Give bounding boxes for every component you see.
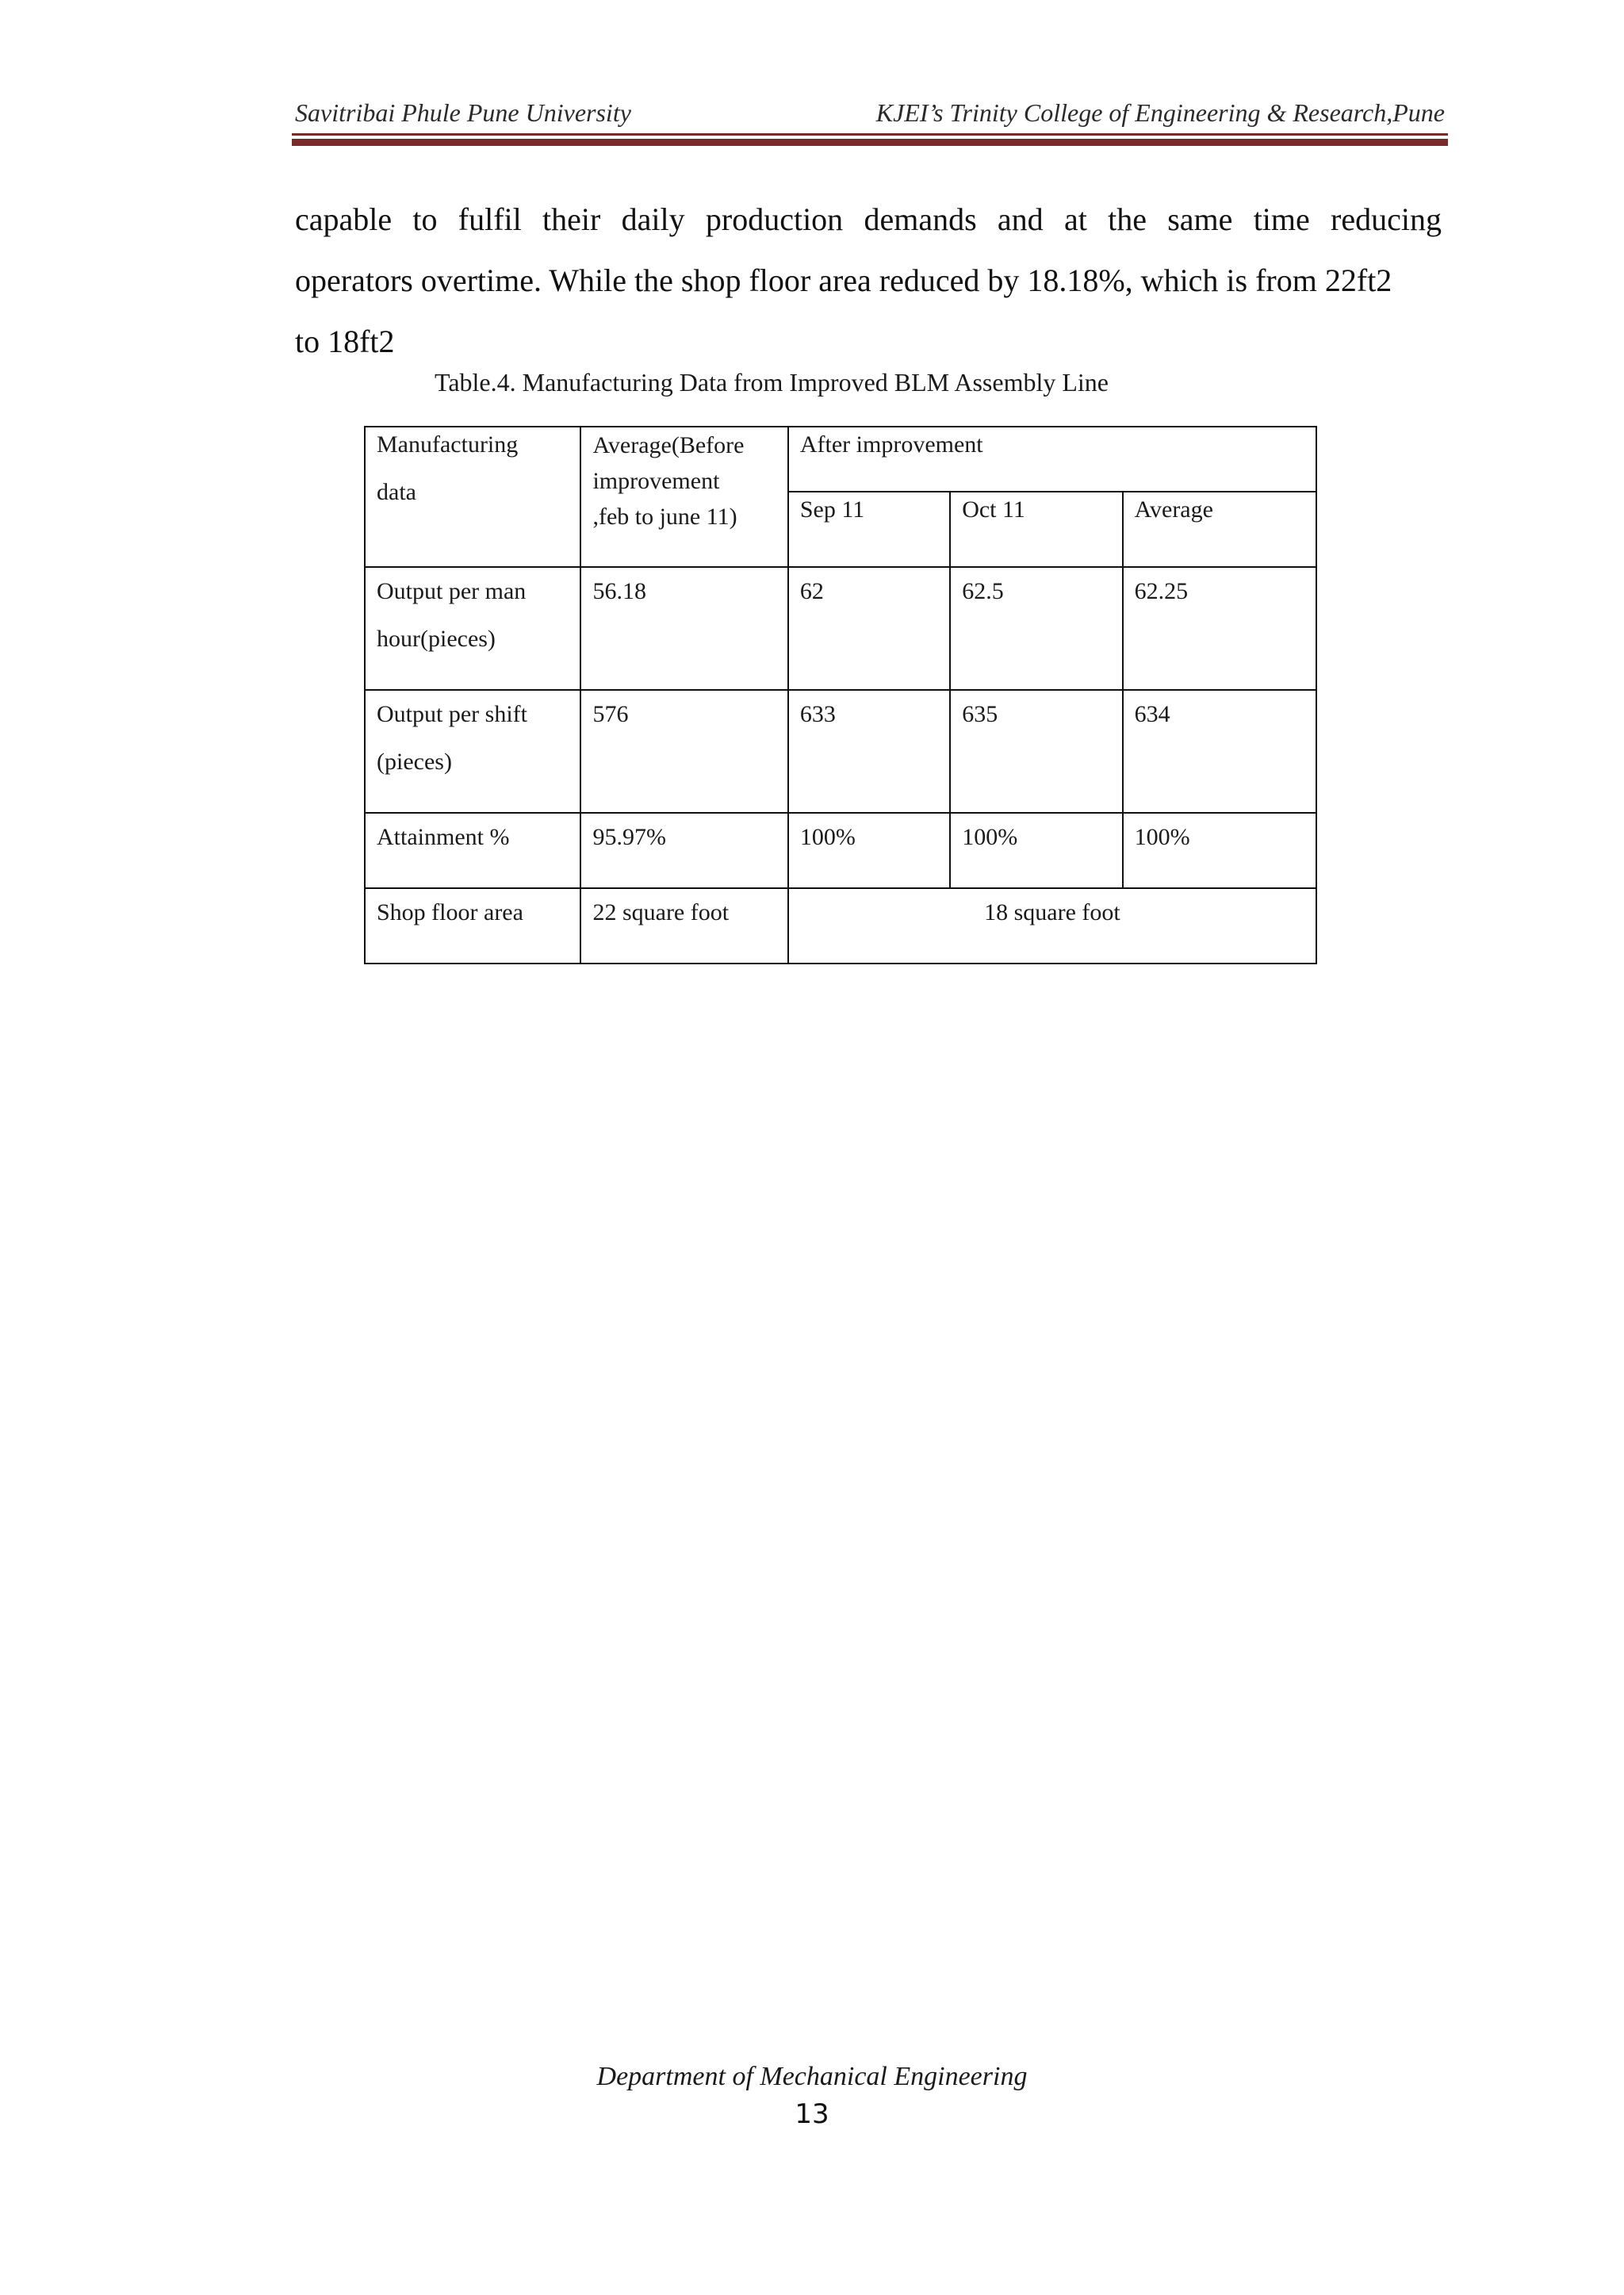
header-text: data: [377, 479, 416, 505]
header-text: improvement: [592, 468, 720, 494]
paragraph-line: to 18ft2: [295, 324, 395, 359]
cell-before: 56.18: [580, 567, 787, 690]
header-oct-11: Oct 11: [950, 492, 1122, 567]
header-sep-11: Sep 11: [788, 492, 950, 567]
cell-oct: 100%: [950, 813, 1122, 888]
row-label: Shop floor area: [365, 888, 580, 964]
cell-before: 576: [580, 690, 787, 813]
header-rule-thin: [292, 133, 1448, 136]
row-label-text: Output per man: [377, 578, 527, 604]
paragraph-line: capable to fulfil their daily production demands and at the same time reducing: [295, 201, 1442, 237]
row-label-text: Output per shift: [377, 701, 527, 727]
header-average-before: [580, 427, 787, 567]
cell-sep: 62: [788, 567, 950, 690]
header-college: KJEI’s Trinity College of Engineering & Research,Pune: [875, 98, 1445, 127]
header-text: Average(Before: [592, 432, 745, 458]
manufacturing-data-table: [364, 426, 1317, 964]
cell-avg: 62.25: [1123, 567, 1316, 690]
cell-after: 18 square foot: [788, 888, 1316, 964]
header-text: ,feb to june 11): [592, 504, 737, 530]
row-label-text: hour(pieces): [377, 626, 496, 652]
page-header: [295, 94, 1445, 135]
cell-before: 22 square foot: [580, 888, 787, 964]
cell-oct: 635: [950, 690, 1122, 813]
table-row: [365, 888, 1316, 964]
header-after-improvement: After improvement: [788, 427, 1316, 492]
table-caption: Table.4. Manufacturing Data from Improved BLM Assembly Line: [435, 368, 1109, 397]
row-label: Attainment %: [365, 813, 580, 888]
page-number: 13: [795, 2098, 829, 2130]
header-average: Average: [1123, 492, 1316, 567]
table-row: [365, 567, 1316, 690]
table-row: [365, 813, 1316, 888]
body-paragraph: [295, 189, 1442, 372]
cell-avg: 634: [1123, 690, 1316, 813]
cell-sep: 100%: [788, 813, 950, 888]
paragraph-line: operators overtime. While the shop floor area reduced by 18.18%, which is from 22ft2: [295, 262, 1392, 298]
header-university: Savitribai Phule Pune University: [295, 98, 631, 127]
cell-oct: 62.5: [950, 567, 1122, 690]
row-label: [365, 567, 580, 690]
row-label: [365, 690, 580, 813]
footer-department: Department of Mechanical Engineering: [596, 2062, 1028, 2091]
cell-sep: 633: [788, 690, 950, 813]
cell-before: 95.97%: [580, 813, 787, 888]
header-text: Manufacturing: [377, 431, 519, 458]
header-rule-thick: [292, 139, 1448, 146]
header-manufacturing-data: [365, 427, 580, 567]
table-row: [365, 690, 1316, 813]
row-label-text: (pieces): [377, 749, 452, 775]
cell-avg: 100%: [1123, 813, 1316, 888]
table-header-row: [365, 427, 1316, 492]
